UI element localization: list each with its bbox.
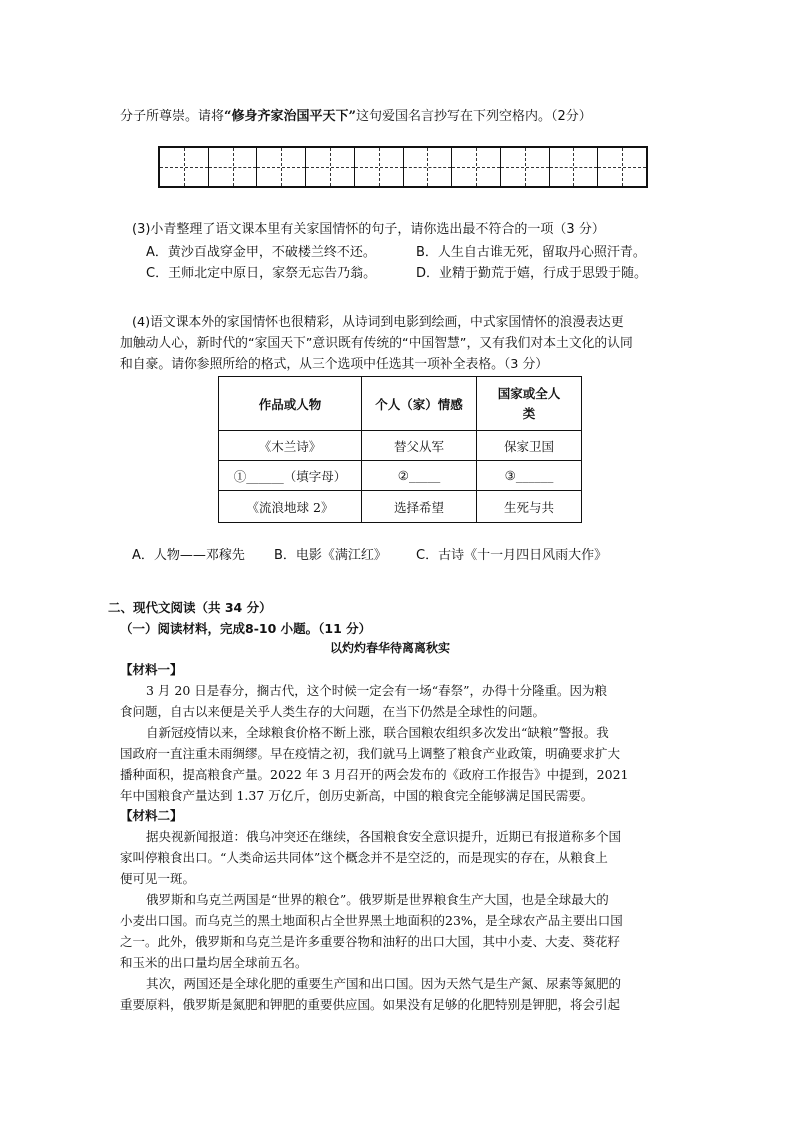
grid-cell[interactable] <box>501 148 550 186</box>
table-cell: 生死与共 <box>477 491 582 523</box>
text-line: 便可见一斑。 <box>120 871 196 886</box>
grid-cell[interactable] <box>550 148 599 186</box>
q4-option-a: A．人物——邓稼先 <box>132 548 245 563</box>
table-row <box>219 431 582 461</box>
q3-option-a: A．黄沙百战穿金甲，不破楼兰终不还。 <box>146 245 376 260</box>
text-line: 年中国粮食产量达到 1.37 万亿斤，创历史新高，中国的粮食完全能够满足国民需要。 <box>120 788 594 803</box>
grid-cell[interactable] <box>452 148 501 186</box>
grid-cell[interactable] <box>160 148 209 186</box>
section-heading: 二、现代文阅读（共 34 分） <box>108 600 272 615</box>
grid-cell[interactable] <box>257 148 306 186</box>
grid-cell[interactable] <box>404 148 453 186</box>
q4-option-c: C．古诗《十一月四日风雨大作》 <box>416 548 608 563</box>
text-line: 重要原料，俄罗斯是氮肥和钾肥的重要供应国。如果没有足够的化肥特别是钾肥，将会引起 <box>120 997 621 1012</box>
text-line: 3 月 20 日是春分，搁古代，这个时候一定会有一场“春祭”，办得十分隆重。因为粮 <box>146 683 608 698</box>
text-line: 播种面积，提高粮食产量。2022 年 3 月召开的两会发布的《政府工作报告》中提到，2021 <box>120 767 629 782</box>
table-header: 国家或全人 类 <box>477 377 582 431</box>
text-line: 国政府一直注重未雨绸缪。早在疫情之初，我们就马上调整了粮食产业政策，明确要求扩大 <box>120 746 621 761</box>
material-1-label: 【材料一】 <box>120 662 183 677</box>
table-cell: 选择希望 <box>362 491 477 523</box>
q2-suffix: 这句爱国名言抄写在下列空格内。（2分） <box>355 109 592 124</box>
text-line: 据央视新闻报道：俄乌冲突还在继续，各国粮食安全意识提升，近期已有报道称多个国 <box>146 829 622 844</box>
q3-option-b: B．人生自古谁无死，留取丹心照汗青。 <box>416 245 646 260</box>
table-cell: 《流浪地球 2》 <box>219 491 362 523</box>
table-cell: 《木兰诗》 <box>219 431 362 461</box>
table-cell: 替父从军 <box>362 431 477 461</box>
grid-cell[interactable] <box>355 148 404 186</box>
text-line: 俄罗斯和乌克兰两国是“世界的粮仓”。俄罗斯是世界粮食生产大国，也是全球最大的 <box>146 892 609 907</box>
material-2-text <box>120 826 680 1015</box>
text-line: 食问题，自古以来便是关乎人类生存的大问题，在当下仍然是全球性的问题。 <box>120 704 546 719</box>
q2-prefix: 分子所尊崇。请将 <box>120 109 225 124</box>
text-line: 之一。此外，俄罗斯和乌克兰是许多重要谷物和油籽的出口大国，其中小麦、大麦、葵花籽 <box>120 934 621 949</box>
text-line: 自新冠疫情以来，全球粮食价格不断上涨，联合国粮农组织多次发出“缺粮”警报。我 <box>146 725 609 740</box>
q3-option-d: D．业精于勤荒于嬉，行成于思毁于随。 <box>416 266 648 281</box>
text-line: 和玉米的出口量均居全球前五名。 <box>120 955 308 970</box>
article-title: 以灼灼春华待离离秋实 <box>330 641 451 655</box>
answer-cell-3[interactable]: ③______ <box>477 461 582 491</box>
table-row <box>219 461 582 491</box>
table-header: 个人（家）情感 <box>362 377 477 431</box>
table-header-row <box>219 377 582 431</box>
table-row <box>219 491 582 523</box>
grid-cell[interactable] <box>306 148 355 186</box>
q2-quote: “修身齐家治国平天下” <box>224 109 356 124</box>
q4-line-3: 和自豪。请你参照所给的格式，从三个选项中任选其一项补全表格。（3 分） <box>120 357 549 372</box>
text-line: 其次，两国还是全球化肥的重要生产国和出口国。因为天然气是生产氮、尿素等氮肥的 <box>146 976 622 991</box>
q3-stem: (3)小青整理了语文课本里有关家国情怀的句子，请你选出最不符合的一项（3 分） <box>132 222 605 237</box>
answer-cell-2[interactable]: ②_____ <box>362 461 477 491</box>
q4-line-2: 加触动人心，新时代的“家国天下”意识既有传统的“中国智慧”，又有我们对本土文化的认同 <box>120 336 633 351</box>
q4-line-1: (4)语文课本外的家国情怀也很精彩，从诗词到电影到绘画，中式家国情怀的浪漫表达更 <box>132 315 624 330</box>
material-2-label: 【材料二】 <box>120 808 183 823</box>
writing-grid[interactable] <box>158 146 648 188</box>
answer-cell-1[interactable]: ①______（填字母） <box>219 461 362 491</box>
table-header: 作品或人物 <box>219 377 362 431</box>
text-line: 小麦出口国。而乌克兰的黑土地面积占全世界黑土地面积的23%，是全球农产品主要出口国 <box>120 913 623 928</box>
text-line: 家叫停粮食出口。“人类命运共同体”这个概念并不是空泛的，而是现实的存在，从粮食上 <box>120 850 608 865</box>
q4-option-b: B．电影《满江红》 <box>274 548 387 563</box>
grid-cell[interactable] <box>598 148 646 186</box>
material-1-text <box>120 680 680 806</box>
q3-option-c: C．王师北定中原日，家祭无忘告乃翁。 <box>146 266 377 281</box>
grid-cell[interactable] <box>209 148 258 186</box>
comparison-table <box>218 376 582 523</box>
table-cell: 保家卫国 <box>477 431 582 461</box>
subsection-heading: （一）阅读材料，完成8-10 小题。（11 分） <box>120 621 372 636</box>
q2-line <box>120 107 592 126</box>
